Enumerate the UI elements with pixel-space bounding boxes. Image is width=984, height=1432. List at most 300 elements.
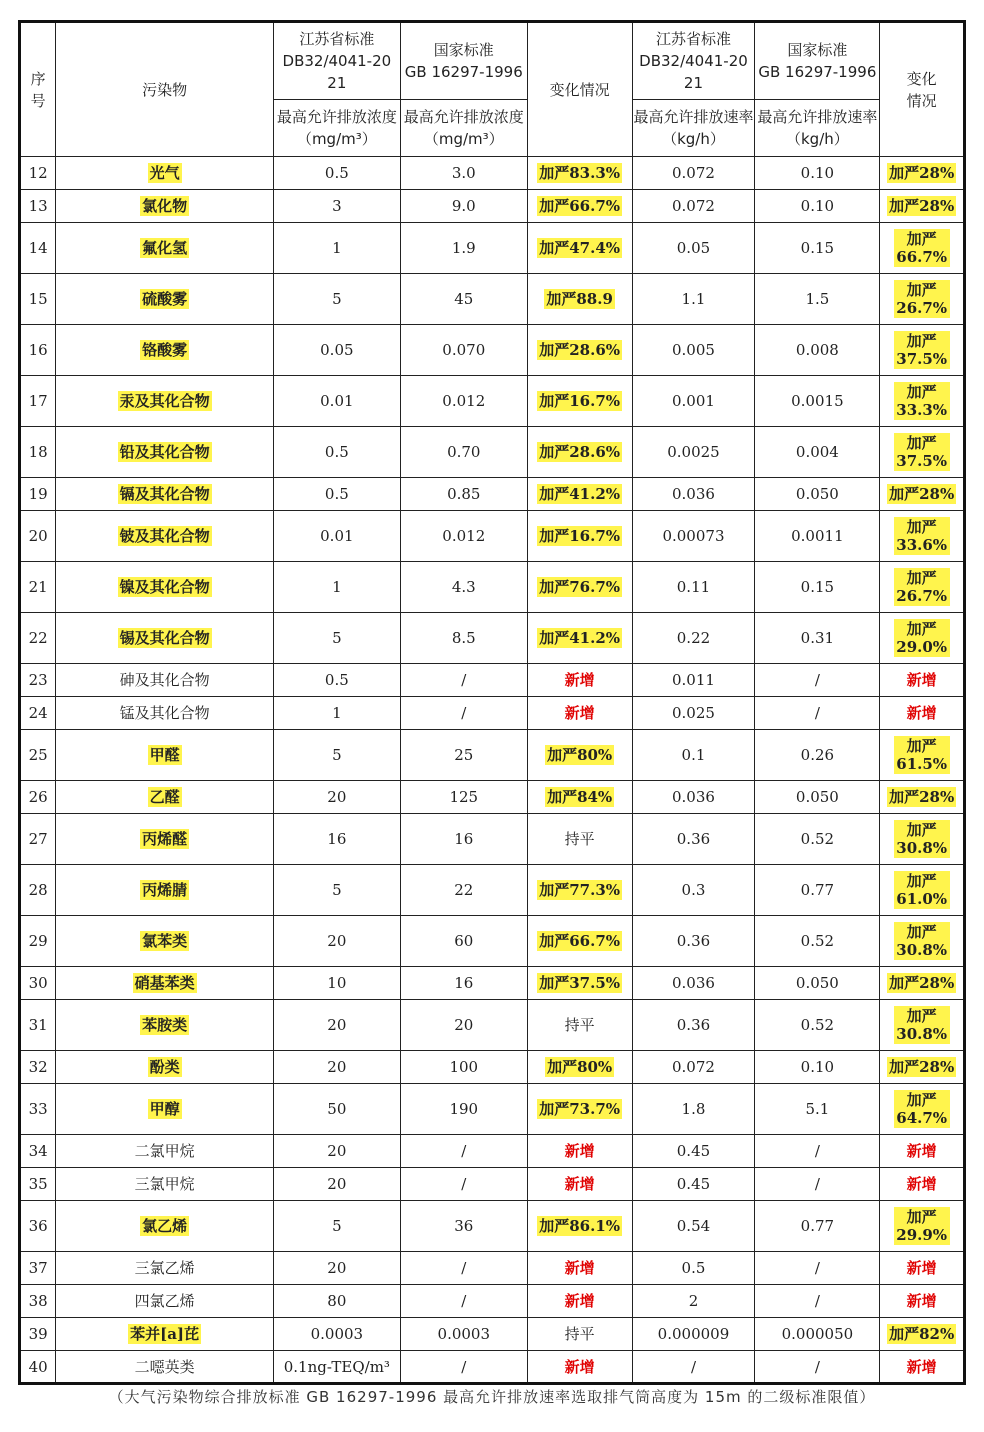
js-rate-cell [632, 613, 755, 664]
header-js-conc-unit-label: 最高允许排放浓度（mg/m³） [276, 108, 397, 148]
pollutant-name: 氯乙烯 [142, 1217, 188, 1235]
concentration-change: 加严66.7% [539, 932, 621, 950]
rate-change-cell [880, 427, 965, 478]
pollutant-name: 光气 [149, 164, 180, 182]
national-rate: 0.15 [800, 578, 835, 596]
rate-change: 新增 [906, 1357, 937, 1376]
js-rate-cell [632, 781, 755, 814]
concentration-change: 加严80% [547, 1058, 613, 1076]
rate-change-cell [880, 1252, 965, 1285]
national-concentration: 16 [454, 830, 474, 848]
js-rate: 0.036 [671, 788, 715, 806]
national-concentration: 0.0003 [437, 1325, 491, 1343]
js-rate-cell [632, 1351, 755, 1384]
concentration-change-cell [527, 1351, 632, 1384]
row-number: 36 [28, 1217, 48, 1235]
row-number-cell [20, 157, 56, 190]
national-rate: / [814, 1175, 820, 1193]
header-nat-rate-unit-label: 最高允许排放速率（kg/h） [757, 108, 878, 148]
js-rate-cell [632, 967, 755, 1000]
js-concentration-cell [273, 1000, 400, 1051]
national-rate: 0.10 [800, 1058, 835, 1076]
pollutant-name-cell [56, 1000, 274, 1051]
pollutant-name-cell [56, 1084, 274, 1135]
pollutant-name-cell [56, 325, 274, 376]
table-row [20, 1051, 965, 1084]
table-row [20, 274, 965, 325]
concentration-change: 加严86.1% [539, 1217, 621, 1235]
national-rate-cell [755, 223, 880, 274]
row-number: 30 [28, 974, 48, 992]
rate-change-cell [880, 511, 965, 562]
concentration-change: 持平 [564, 1325, 595, 1343]
concentration-change-cell [527, 1000, 632, 1051]
rate-change: 加严33.3% [894, 382, 950, 420]
national-concentration-cell [400, 1000, 527, 1051]
rate-change-cell [880, 1351, 965, 1384]
national-concentration-cell [400, 1252, 527, 1285]
row-number-cell [20, 613, 56, 664]
rate-change-cell [880, 1285, 965, 1318]
concentration-change-cell [527, 427, 632, 478]
header-national-standard-conc [400, 22, 527, 100]
national-concentration-cell [400, 1285, 527, 1318]
js-concentration-cell [273, 376, 400, 427]
concentration-change-cell [527, 967, 632, 1000]
concentration-change-cell [527, 376, 632, 427]
row-number-cell [20, 511, 56, 562]
pollutant-name-cell [56, 1318, 274, 1351]
js-rate-cell [632, 157, 755, 190]
pollutant-name: 丙烯腈 [142, 881, 188, 899]
rate-change: 加严28% [889, 164, 955, 182]
row-number: 23 [28, 671, 48, 689]
js-concentration: 10 [327, 974, 347, 992]
rate-change: 加严26.7% [894, 568, 950, 606]
concentration-change-cell [527, 697, 632, 730]
pollutant-name-cell [56, 730, 274, 781]
pollutant-name: 酚类 [149, 1058, 180, 1076]
rate-change-cell [880, 814, 965, 865]
rate-change-cell [880, 613, 965, 664]
js-rate: 0.05 [676, 239, 711, 257]
pollutant-name-cell [56, 967, 274, 1000]
pollutant-name: 镉及其化合物 [119, 485, 210, 503]
national-rate-cell [755, 376, 880, 427]
national-rate-cell [755, 562, 880, 613]
js-concentration: 20 [327, 1142, 347, 1160]
js-rate-cell [632, 730, 755, 781]
js-rate-cell [632, 1318, 755, 1351]
pollutant-name: 铅及其化合物 [119, 443, 210, 461]
national-concentration: 125 [449, 788, 479, 806]
pollutant-name: 锰及其化合物 [119, 704, 210, 722]
js-concentration-cell [273, 916, 400, 967]
header-js-rate-unit [632, 100, 755, 157]
pollutant-name-cell [56, 223, 274, 274]
row-number-cell [20, 1168, 56, 1201]
concentration-change: 加严80% [547, 746, 613, 764]
national-rate-cell [755, 325, 880, 376]
pollutant-name-cell [56, 697, 274, 730]
rate-change: 加严61.0% [894, 871, 950, 909]
pollutant-name-cell [56, 274, 274, 325]
js-concentration-cell [273, 562, 400, 613]
national-rate: 0.000050 [781, 1325, 854, 1343]
national-concentration-cell [400, 157, 527, 190]
national-concentration-cell [400, 1201, 527, 1252]
pollutant-name-cell [56, 1201, 274, 1252]
js-concentration: 0.5 [324, 671, 349, 689]
table-row [20, 1000, 965, 1051]
row-number-cell [20, 1318, 56, 1351]
js-concentration-cell [273, 664, 400, 697]
concentration-change: 加严66.7% [539, 197, 621, 215]
concentration-change: 加严16.7% [539, 392, 621, 410]
row-number: 33 [28, 1100, 48, 1118]
national-concentration: 16 [454, 974, 474, 992]
national-rate: 0.050 [795, 485, 839, 503]
js-concentration: 20 [327, 1058, 347, 1076]
js-concentration: 1 [332, 239, 342, 257]
concentration-change-cell [527, 1201, 632, 1252]
pollutant-name: 苯并[a]芘 [130, 1325, 200, 1343]
js-concentration-cell [273, 274, 400, 325]
rate-change-cell [880, 325, 965, 376]
pollutant-name: 硝基苯类 [134, 974, 195, 992]
js-rate: 0.025 [671, 704, 715, 722]
row-number: 22 [28, 629, 48, 647]
pollutant-name: 甲醛 [149, 746, 180, 764]
js-concentration: 20 [327, 788, 347, 806]
concentration-change-cell [527, 1051, 632, 1084]
header-js-rate-unit-label: 最高允许排放速率（kg/h） [633, 108, 754, 148]
concentration-change: 加严47.4% [539, 239, 621, 257]
js-concentration: 1 [332, 578, 342, 596]
national-rate-cell [755, 730, 880, 781]
js-rate-cell [632, 1084, 755, 1135]
concentration-change-cell [527, 1168, 632, 1201]
rate-change-cell [880, 1318, 965, 1351]
national-rate: / [814, 1292, 820, 1310]
national-rate: 0.26 [800, 746, 835, 764]
row-number-cell [20, 1000, 56, 1051]
row-number: 25 [28, 746, 48, 764]
js-rate-cell [632, 511, 755, 562]
header-change-conc [527, 22, 632, 157]
row-number: 24 [28, 704, 48, 722]
js-concentration: 80 [327, 1292, 347, 1310]
rate-change-cell [880, 562, 965, 613]
rate-change: 加严33.6% [894, 517, 950, 555]
row-number-cell [20, 664, 56, 697]
js-rate-cell [632, 1285, 755, 1318]
pollutant-name-cell [56, 613, 274, 664]
national-concentration: 22 [454, 881, 474, 899]
pollutant-name: 四氯乙烯 [134, 1292, 195, 1310]
js-rate: 0.45 [676, 1175, 711, 1193]
rate-change: 新增 [906, 1175, 937, 1193]
national-concentration: / [461, 704, 467, 722]
js-concentration-cell [273, 1201, 400, 1252]
row-number-cell [20, 325, 56, 376]
js-concentration-cell [273, 730, 400, 781]
row-number-cell [20, 427, 56, 478]
js-concentration: 1 [332, 704, 342, 722]
national-rate: 0.050 [795, 974, 839, 992]
js-concentration: 20 [327, 1016, 347, 1034]
table-row [20, 613, 965, 664]
pollutant-name-cell [56, 1351, 274, 1384]
table-row [20, 967, 965, 1000]
concentration-change-cell [527, 781, 632, 814]
rate-change: 加严30.8% [894, 820, 950, 858]
concentration-change-cell [527, 274, 632, 325]
national-concentration-cell [400, 1084, 527, 1135]
row-number: 27 [28, 830, 48, 848]
concentration-change-cell [527, 511, 632, 562]
js-concentration: 50 [327, 1100, 347, 1118]
header-nat-std-rate-line2: GB 16297-1996 [758, 63, 877, 81]
table-row [20, 814, 965, 865]
row-number-cell [20, 697, 56, 730]
national-rate-cell [755, 157, 880, 190]
national-rate: 0.0011 [791, 527, 844, 545]
national-concentration: 25 [454, 746, 474, 764]
national-concentration-cell [400, 664, 527, 697]
js-rate-cell [632, 325, 755, 376]
national-concentration: / [461, 1175, 467, 1193]
national-concentration: 0.012 [442, 392, 486, 410]
concentration-change-cell [527, 814, 632, 865]
table-row [20, 1201, 965, 1252]
js-rate-cell [632, 664, 755, 697]
national-concentration: 4.3 [451, 578, 476, 596]
pollutant-name: 氯苯类 [142, 932, 188, 950]
pollutant-name-cell [56, 781, 274, 814]
js-concentration: 0.05 [320, 341, 354, 359]
rate-change-cell [880, 1201, 965, 1252]
header-national-standard-rate [755, 22, 880, 100]
js-rate: 0.36 [676, 932, 711, 950]
rate-change: 新增 [906, 671, 937, 689]
pollutant-name-cell [56, 814, 274, 865]
national-concentration-cell [400, 223, 527, 274]
national-concentration-cell [400, 730, 527, 781]
rate-change-cell [880, 967, 965, 1000]
js-concentration: 0.0003 [310, 1325, 364, 1343]
national-rate-cell [755, 781, 880, 814]
national-rate: 0.004 [795, 443, 839, 461]
table-row [20, 697, 965, 730]
js-rate: 0.11 [676, 578, 711, 596]
header-nat-std-line1: 国家标准 [433, 41, 494, 59]
national-rate-cell [755, 1351, 880, 1384]
pollutant-name-cell [56, 1285, 274, 1318]
rate-change: 加严28% [889, 788, 955, 806]
national-rate: 0.77 [800, 1217, 835, 1235]
row-number-cell [20, 814, 56, 865]
row-number-cell [20, 781, 56, 814]
pollutant-name-cell [56, 562, 274, 613]
js-rate-cell [632, 274, 755, 325]
js-rate-cell [632, 1252, 755, 1285]
pollutant-name: 汞及其化合物 [119, 392, 210, 410]
national-concentration: 0.012 [442, 527, 486, 545]
concentration-change-cell [527, 1318, 632, 1351]
pollutant-name-cell [56, 478, 274, 511]
row-number: 29 [28, 932, 48, 950]
row-number-cell [20, 1084, 56, 1135]
js-rate-cell [632, 427, 755, 478]
national-rate-cell [755, 1252, 880, 1285]
table-row [20, 1318, 965, 1351]
pollutant-name-cell [56, 1168, 274, 1201]
header-nat-std-line2: GB 16297-1996 [404, 63, 523, 81]
rate-change: 加严82% [889, 1325, 955, 1343]
national-rate-cell [755, 865, 880, 916]
rate-change: 加严30.8% [894, 922, 950, 960]
header-js-standard-conc [273, 22, 400, 100]
row-number-cell [20, 190, 56, 223]
js-concentration-cell [273, 1252, 400, 1285]
pollutant-name-cell [56, 376, 274, 427]
row-number: 12 [28, 164, 48, 182]
row-number-cell [20, 916, 56, 967]
table-row [20, 190, 965, 223]
js-rate-cell [632, 376, 755, 427]
national-concentration: 0.70 [447, 443, 481, 461]
pollutant-name-cell [56, 916, 274, 967]
js-rate: 0.54 [676, 1217, 711, 1235]
header-js-std-line2: DB32/4041-2021 [282, 52, 392, 92]
national-rate-cell [755, 1084, 880, 1135]
national-rate-cell [755, 1318, 880, 1351]
pollutant-name: 氟化氢 [142, 239, 188, 257]
rate-change-cell [880, 664, 965, 697]
rate-change-cell [880, 223, 965, 274]
js-rate: 0.3 [681, 881, 706, 899]
js-concentration: 3 [332, 197, 342, 215]
table-row [20, 1252, 965, 1285]
table-row [20, 916, 965, 967]
pollutant-name: 二氯甲烷 [134, 1142, 195, 1160]
concentration-change-cell [527, 223, 632, 274]
concentration-change: 加严77.3% [539, 881, 621, 899]
header-pollutant [56, 22, 274, 157]
js-rate: 0.1 [681, 746, 706, 764]
national-rate: 1.5 [805, 290, 830, 308]
pollutant-name: 铬酸雾 [142, 341, 188, 359]
pollutant-name-cell [56, 427, 274, 478]
concentration-change-cell [527, 1084, 632, 1135]
pollutant-name-cell [56, 511, 274, 562]
pollutant-name: 三氯乙烯 [134, 1259, 195, 1277]
national-rate-cell [755, 664, 880, 697]
js-concentration-cell [273, 1051, 400, 1084]
js-concentration: 20 [327, 1259, 347, 1277]
table-row [20, 1351, 965, 1384]
js-concentration-cell [273, 781, 400, 814]
national-rate-cell [755, 697, 880, 730]
header-nat-conc-unit-label: 最高允许排放浓度（mg/m³） [403, 108, 524, 148]
concentration-change: 加严37.5% [539, 974, 621, 992]
js-rate-cell [632, 562, 755, 613]
concentration-change-cell [527, 730, 632, 781]
js-concentration: 0.5 [324, 443, 349, 461]
national-concentration: / [461, 1259, 467, 1277]
rate-change: 加严64.7% [894, 1090, 950, 1128]
concentration-change-cell [527, 190, 632, 223]
js-rate: 0.036 [671, 485, 715, 503]
table-row [20, 157, 965, 190]
js-concentration: 20 [327, 1175, 347, 1193]
header-nat-rate-unit [755, 100, 880, 157]
national-concentration: 0.85 [447, 485, 481, 503]
js-rate: 0.036 [671, 974, 715, 992]
row-number-cell [20, 1135, 56, 1168]
js-rate: 0.5 [681, 1259, 706, 1277]
row-number: 32 [28, 1058, 48, 1076]
national-rate: / [814, 671, 820, 689]
header-change-rate-label: 变化情况 [906, 69, 937, 110]
national-rate: 0.31 [800, 629, 835, 647]
pollutant-name: 苯胺类 [142, 1016, 188, 1034]
national-rate-cell [755, 1285, 880, 1318]
row-number-cell [20, 730, 56, 781]
rate-change: 加严28% [889, 485, 955, 503]
row-number-cell [20, 865, 56, 916]
row-number-cell [20, 478, 56, 511]
rate-change-cell [880, 865, 965, 916]
national-concentration-cell [400, 190, 527, 223]
national-rate-cell [755, 274, 880, 325]
national-concentration-cell [400, 478, 527, 511]
national-concentration-cell [400, 865, 527, 916]
js-concentration-cell [273, 1135, 400, 1168]
row-number: 16 [28, 341, 48, 359]
concentration-change-cell [527, 325, 632, 376]
header-nat-std-rate-line1: 国家标准 [787, 41, 848, 59]
national-concentration: 190 [449, 1100, 479, 1118]
concentration-change: 新增 [564, 704, 595, 722]
table-row [20, 865, 965, 916]
js-rate-cell [632, 1168, 755, 1201]
js-rate-cell [632, 1201, 755, 1252]
concentration-change-cell [527, 613, 632, 664]
rate-change: 加严28% [889, 974, 955, 992]
js-concentration-cell [273, 325, 400, 376]
concentration-change-cell [527, 865, 632, 916]
header-js-std-line1: 江苏省标准 [299, 30, 375, 48]
js-rate: 0.22 [676, 629, 711, 647]
concentration-change: 新增 [564, 1259, 595, 1277]
rate-change-cell [880, 274, 965, 325]
concentration-change: 加严28.6% [539, 443, 621, 461]
js-concentration: 5 [332, 881, 342, 899]
row-number-cell [20, 223, 56, 274]
pollutant-name: 丙烯醛 [142, 830, 188, 848]
header-js-std-rate-line2: DB32/4041-2021 [639, 52, 748, 92]
js-rate: 0.45 [676, 1142, 711, 1160]
rate-change: 加严26.7% [894, 280, 950, 318]
row-number: 14 [28, 239, 48, 257]
js-rate: 0.005 [671, 341, 715, 359]
national-rate-cell [755, 967, 880, 1000]
table-row [20, 664, 965, 697]
national-rate: 0.77 [800, 881, 835, 899]
table-row [20, 1135, 965, 1168]
